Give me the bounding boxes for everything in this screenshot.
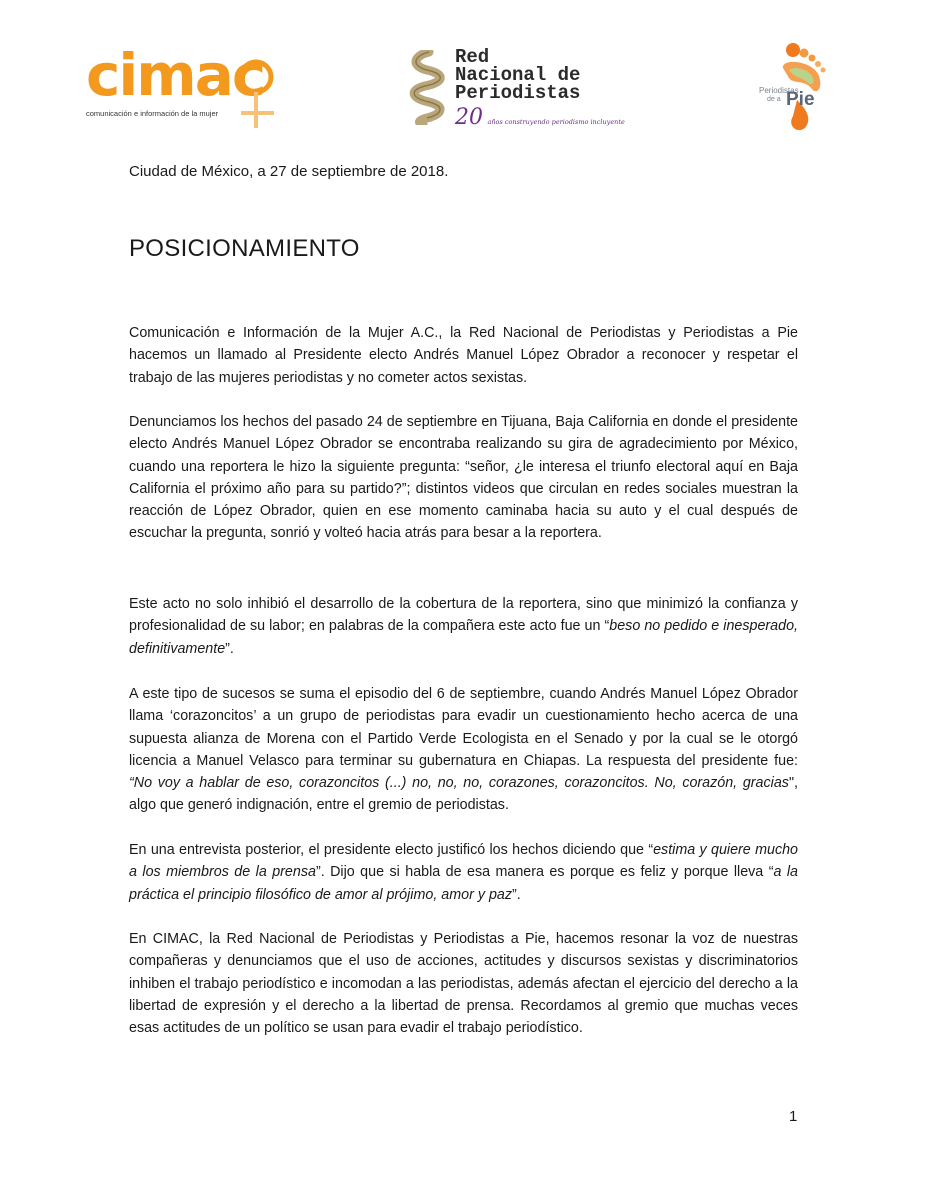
paragraph	[129, 839, 798, 906]
document-title: POSICIONAMIENTO	[129, 235, 360, 262]
paragraph	[129, 322, 798, 389]
red-nacional-logo	[405, 45, 625, 130]
page-number: 1	[789, 1108, 798, 1125]
cimac-logo	[86, 41, 276, 130]
paper-spiral-emblem-icon	[405, 50, 453, 125]
date-line: Ciudad de México, a 27 de septiembre de 2018.	[129, 163, 449, 180]
paragraph-text: Denunciamos los hechos del pasado 24 de septiembre en Tijuana, Baja California en donde el presidente electo Andrés Manuel López Obrador se encontraba realizando su gira de agradecimiento por México, cuando una reportera le hizo la siguiente pregunta: “señor, ¿le interesa el triunfo electoral aquí en Baja California el próximo año para su partido?”; distintos videos que circulan en redes sociales muestran la reacción de López Obrador, quien en ese momento caminaba hacia su auto y el cual después de escuchar la pregunta, sonrió y volteó hacia atrás para besar a la reportera.	[129, 414, 798, 542]
paragraph-text: En CIMAC, la Red Nacional de Periodistas y Periodistas a Pie, hacemos resonar la voz de nuestras compañeras y denunciamos que el uso de acciones, actitudes y discursos sexistas y discriminatorios inhiben el trabajo periodístico e incomodan a las periodistas, además afectan el ejercicio del derecho a la libertad de expresión y el derecho a la libertad de prensa. Recordamos al gremio que muchas veces esas actitudes de un político se usan para evadir el trabajo periodístico.	[129, 931, 798, 1037]
paragraph-text: ”. Dijo que si habla de esa manera es porque es feliz y porque lleva “	[315, 864, 774, 881]
paragraph-text: ”.	[512, 886, 521, 903]
paragraph-text: A este tipo de sucesos se suma el episodio del 6 de septiembre, cuando Andrés Manuel López Obrador llama ‘corazoncitos’ a un grupo de periodistas para evadir un cuestionamiento hecho acerca de una supuesta alianza de Morena con el Partido Verde Ecologista en el Senado y por la cual se le otorgó licencia a Manuel Velasco para terminar su gubernatura en Chiapas. La respuesta del presidente fue:	[129, 686, 798, 769]
red-nacional-anniversary: 20 años construyendo periodismo incluyente	[455, 105, 625, 130]
paragraph	[129, 928, 798, 1039]
venus-symbol-icon	[236, 55, 276, 130]
cimac-subtitle: comunicación e información de la mujer	[86, 109, 219, 118]
paragraph-text: Comunicación e Información de la Mujer A.C., la Red Nacional de Periodistas y Periodistas a Pie hacemos un llamado al Presidente electo Andrés Manuel López Obrador a reconocer y respetar el trabajo de las mujeres periodistas y no cometer actos sexistas.	[129, 325, 798, 386]
paragraph-text: ”.	[225, 640, 234, 657]
paragraph-text: En una entrevista posterior, el presidente electo justificó los hechos diciendo que “	[129, 842, 654, 858]
paragraph	[129, 411, 798, 545]
cimac-wordmark: cimac	[86, 41, 265, 109]
quoted-text: beso no pedido e inesperado, definitivamente	[129, 618, 798, 657]
quoted-text: a la práctica el principio filosófico de amor al prójimo, amor y paz	[129, 864, 798, 903]
paragraph	[129, 683, 798, 817]
paragraph-text: ", algo que generó indignación, entre el gremio de periodistas.	[129, 775, 798, 814]
periodistas-a-pie-logo: Periodistas de a Pie	[753, 38, 833, 133]
quoted-text: estima y quiere mucho a los miembros de la prensa	[129, 842, 799, 881]
quoted-text: “No voy a hablar de eso, corazoncitos (...) no, no, no, corazones, corazoncitos. No, corazón, gracias	[129, 775, 789, 792]
paragraph-text: Este acto no solo inhibió el desarrollo de la cobertura de la reportera, sino que minimizó la confianza y profesionalidad de su labor; en palabras de la compañera este acto fue un “	[129, 596, 798, 635]
red-nacional-title: Red Nacional de Periodistas	[455, 46, 581, 104]
letterhead	[0, 0, 927, 150]
paragraph	[129, 593, 798, 660]
